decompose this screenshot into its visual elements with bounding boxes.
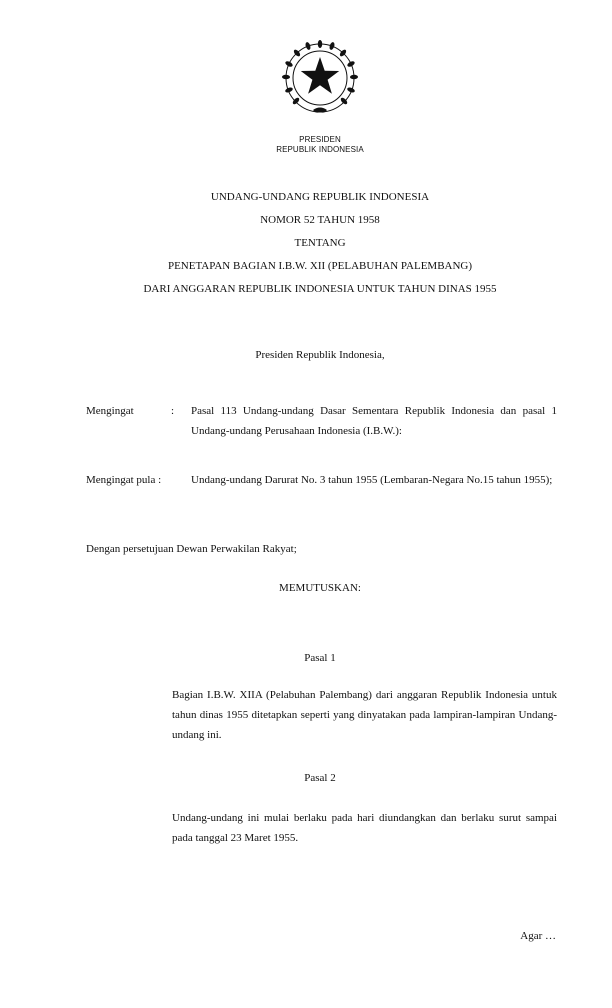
- title-line-5: DARI ANGGARAN REPUBLIK INDONESIA UNTUK TAHUN DINAS 1955: [143, 283, 497, 295]
- mengingat-label: Mengingat: [86, 405, 134, 417]
- pasal-1-text: Bagian I.B.W. XIIA (Pelabuhan Palembang) dari anggaran Republik Indonesia untuk tahun dinas 1955 ditetapkan seperti yang dinyatakan pada lampiran-lampiran Undang-undang ini.: [172, 689, 557, 741]
- persetujuan-line: Dengan persetujuan Dewan Perwakilan Rakyat;: [86, 543, 297, 555]
- mengingat-text: Pasal 113 Undang-undang Dasar Sementara Republik Indonesia dan pasal 1 Undang-undang Perusahaan Indonesia (I.B.W.):: [191, 405, 557, 437]
- caption-line-presiden: PRESIDEN: [299, 135, 341, 144]
- pasal-1-heading: Pasal 1: [304, 652, 336, 664]
- star-wreath-emblem-icon: [280, 38, 360, 118]
- title-line-2: NOMOR 52 TAHUN 1958: [260, 214, 380, 226]
- president-line: Presiden Republik Indonesia,: [255, 349, 385, 361]
- mengingat-pula-text: Undang-undang Darurat No. 3 tahun 1955 (Lembaran-Negara No.15 tahun 1955);: [191, 474, 553, 486]
- title-line-3: TENTANG: [294, 237, 346, 249]
- memutuskan-heading: MEMUTUSKAN:: [279, 582, 361, 594]
- pasal-2-text: Undang-undang ini mulai berlaku pada hari diundangkan dan berlaku surut sampai pada tanggal 23 Maret 1955.: [172, 812, 557, 844]
- title-line-1: UNDANG-UNDANG REPUBLIK INDONESIA: [210, 191, 430, 203]
- title-line-4: PENETAPAN BAGIAN I.B.W. XII (PELABUHAN PALEMBANG): [167, 260, 473, 272]
- institution-caption: [220, 135, 420, 155]
- continuation-note: Agar …: [520, 930, 556, 942]
- mengingat-colon: :: [171, 405, 175, 417]
- caption-line-republik: REPUBLIK INDONESIA: [276, 145, 364, 154]
- pasal-2-heading: Pasal 2: [304, 772, 336, 784]
- mengingat-pula-label: Mengingat pula :: [86, 474, 162, 486]
